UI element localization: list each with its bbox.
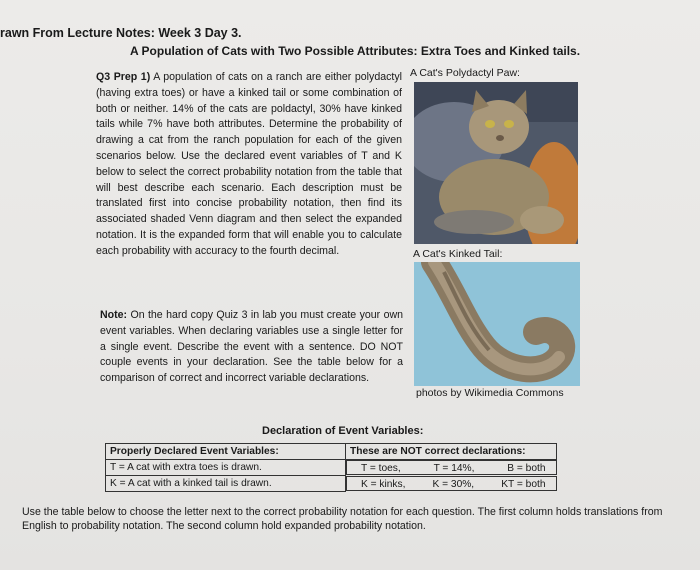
incorrect-declarations: [346, 476, 557, 491]
note-text: On the hard copy Quiz 3 in lab you must create your own event variables. When declaring variables use a single letter for a single event. Describe the event with a sentence. DO NOT couple events in your declaration. See the table below for a comparison of correct and incorrect variable declarations.: [100, 309, 403, 385]
document-subtitle: A Population of Cats with Two Possible Attributes: Extra Toes and Kinked tails.: [130, 44, 581, 58]
incorrect-item: T = 14%,: [433, 463, 475, 474]
incorrect-item: K = kinks,: [361, 478, 406, 490]
proper-declaration: T = A cat with extra toes is drawn.: [106, 460, 346, 476]
incorrect-item: KT = both: [501, 478, 546, 490]
proper-header: Properly Declared Event Variables:: [106, 444, 346, 460]
problem-label: Q3 Prep 1): [96, 71, 151, 83]
incorrect-declarations: [346, 460, 557, 475]
incorrect-item: B = both: [507, 463, 546, 474]
cat-tail-illustration: [414, 262, 580, 386]
footer-instructions: Use the table below to choose the letter next to the correct probability notation for each question. The first column holds translations from English to probability notation. The second column hold expanded probability notation.: [22, 506, 663, 532]
problem-paragraph: [96, 70, 402, 260]
table-row: [106, 460, 557, 476]
paw-caption: A Cat's Polydactyl Paw:: [410, 67, 520, 79]
proper-declaration: K = A cat with a kinked tail is drawn.: [106, 476, 346, 492]
incorrect-header: These are NOT correct declarations:: [346, 444, 557, 460]
table-header-row: [106, 444, 557, 460]
incorrect-item: K = 30%,: [432, 478, 475, 490]
cat-paw-illustration: [414, 82, 578, 244]
incorrect-item: T = toes,: [361, 463, 401, 474]
problem-text: A population of cats on a ranch are either polydactyl (having extra toes) or have a kinked tail or some combination of both or neither. 14% of the cats are poldactyl, 30% have kinked tails while 7% have both attributes. Determine the probability of drawing a cat from the ranch population for each of the given scenarios below. Use the declared event variables of T and K below to select the correct probability notation from the table that will best describe each scenario. Each description must be translated first into concise probability notation, then find its associated shaded Venn diagram and then select the expanded notation. It is the expanded form that will enable you to calculate each probability with accuracy to the fourth decimal.: [96, 71, 402, 257]
photo-credit: photos by Wikimedia Commons: [416, 387, 564, 399]
table-row: [106, 476, 557, 492]
note-paragraph: [100, 308, 403, 387]
declaration-title: Declaration of Event Variables:: [262, 425, 424, 437]
declaration-table: [105, 443, 557, 492]
tail-caption: A Cat's Kinked Tail:: [413, 248, 503, 260]
cat-tail-photo: [414, 262, 580, 386]
cat-paw-photo: [414, 82, 578, 244]
note-label: Note:: [100, 309, 128, 321]
lecture-header: rawn From Lecture Notes: Week 3 Day 3.: [0, 26, 242, 40]
